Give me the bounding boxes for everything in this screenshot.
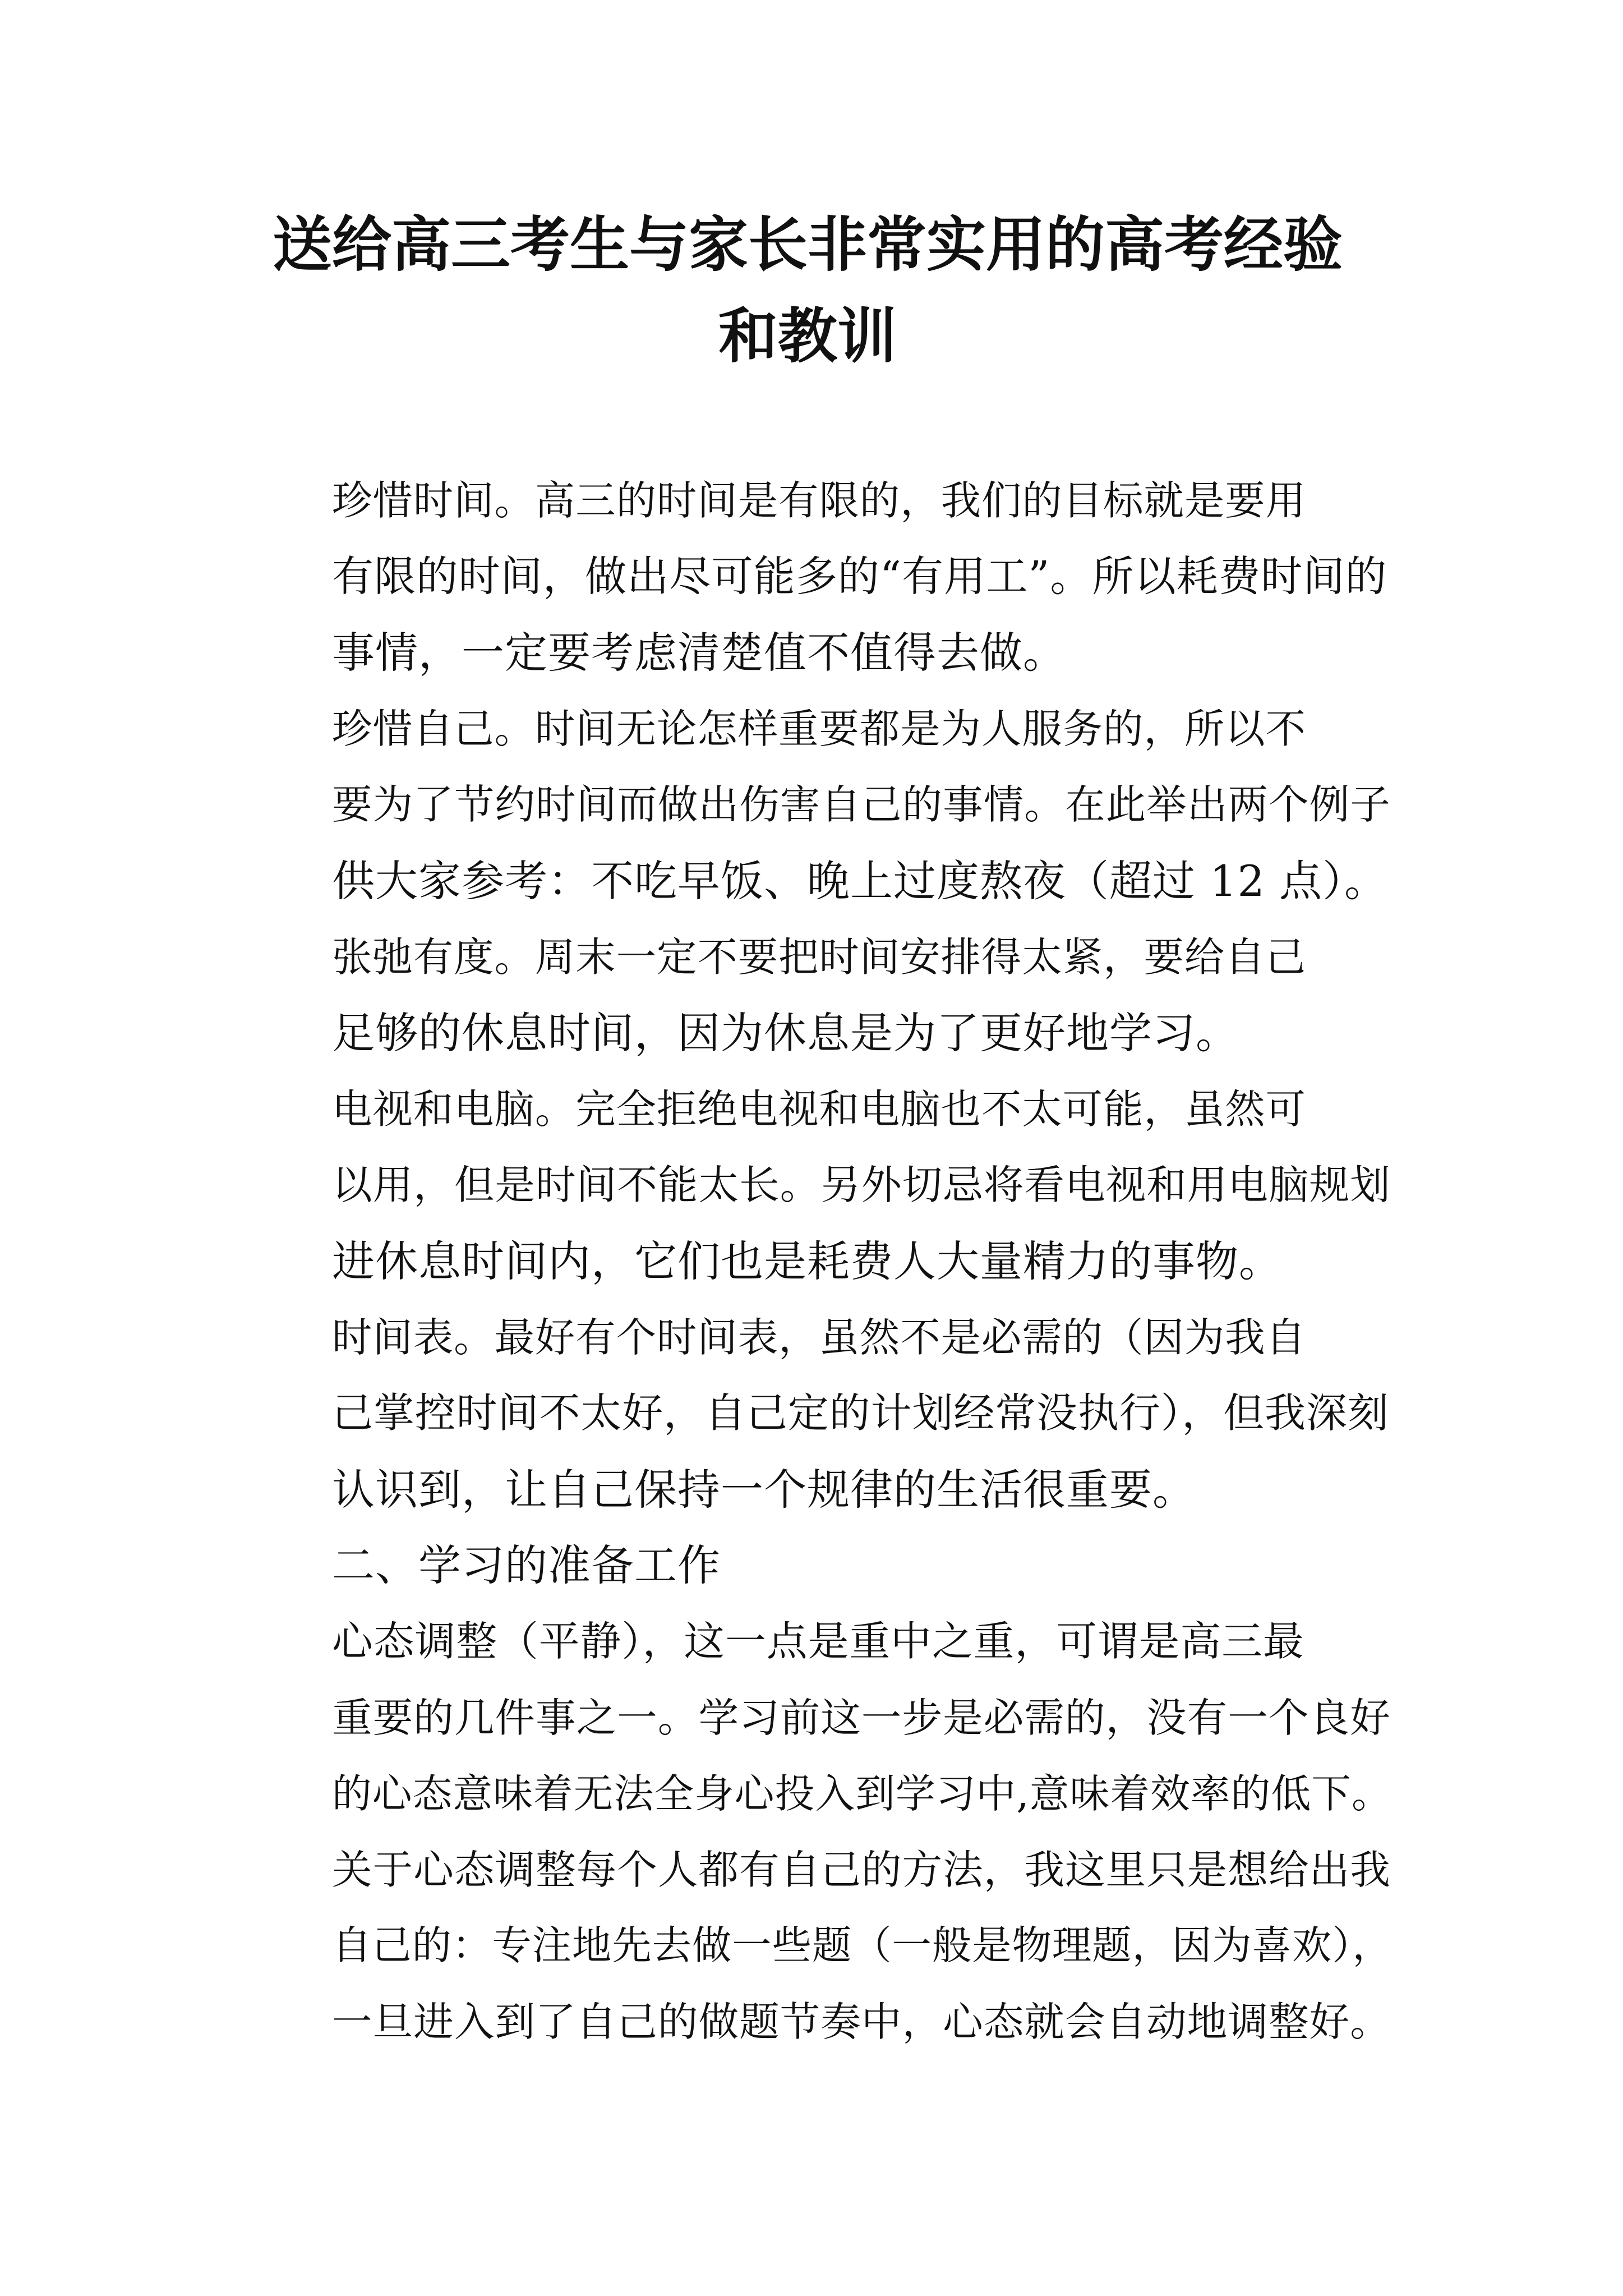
paragraph-tv-computer [247,1071,1391,1300]
section-heading-study-preparation [247,1527,1391,1604]
text-line: 己掌控时间不太好，自己定的计划经常没执行），但我深刻 [332,1389,1389,1438]
paragraph-balance [247,919,1391,1071]
text-line: 自己的：专注地先去做一些题（一般是物理题，因为喜欢）， [332,1922,1393,1969]
paragraph-cherish-self [247,691,1391,919]
text-line: 以用，但是时间不能太长。另外切忌将看电视和用电脑规划 [332,1162,1391,1209]
text-line: 供大家参考：不吃早饭、晚上过度熬夜（超过 12 点）。 [332,855,1388,906]
text-line: 关于心态调整每个人都有自己的方法，我这里只是想给出我 [332,1846,1391,1893]
text-line: 有限的时间，做出尽可能多的“有用工”。所以耗费时间的 [332,552,1387,601]
document-body [247,463,1391,2060]
text-line: 时间表。最好有个时间表，虽然不是必需的（因为我自 [332,1314,1306,1361]
document-title [247,199,1368,382]
text-line: 心态调整（平静），这一点是重中之重，可谓是高三最 [332,1617,1304,1665]
title-line-1: 送给高三考生与家长非常实用的高考经验 [273,210,1343,279]
text-line: 重要的几件事之一。学习前这一步是必需的，没有一个良好 [332,1694,1391,1741]
text-line: 二、学习的准备工作 [332,1540,721,1591]
text-line: 珍惜自己。时间无论怎样重要都是为人服务的，所以不 [332,705,1306,752]
paragraph-timetable [247,1300,1391,1528]
text-line: 的心态意味着无法全身心投入到学习中,意味着效率的低下。 [332,1770,1392,1818]
text-line: 要为了节约时间而做出伤害自己的事情。在此举出两个例子 [332,781,1391,829]
text-line: 珍惜时间。高三的时间是有限的，我们的目标就是要用 [332,477,1306,524]
text-line: 足够的休息时间，因为休息是为了更好地学习。 [332,1008,1239,1059]
title-line-2: 和教训 [718,302,897,371]
text-line: 认识到，让自己保持一个规律的生活很重要。 [332,1464,1196,1515]
text-line: 张弛有度。周末一定不要把时间安排得太紧，要给自己 [332,933,1306,981]
text-line: 进休息时间内，它们也是耗费人大量精力的事物。 [332,1236,1282,1286]
paragraph-mindset [247,1604,1391,2060]
text-line: 电视和电脑。完全拒绝电视和电脑也不太可能，虽然可 [332,1085,1306,1133]
text-line: 一旦进入到了自己的做题节奏中，心态就会自动地调整好。 [332,1998,1391,2045]
paragraph-cherish-time [247,463,1391,691]
text-line: 事情，一定要考虑清楚值不值得去做。 [332,628,1066,678]
